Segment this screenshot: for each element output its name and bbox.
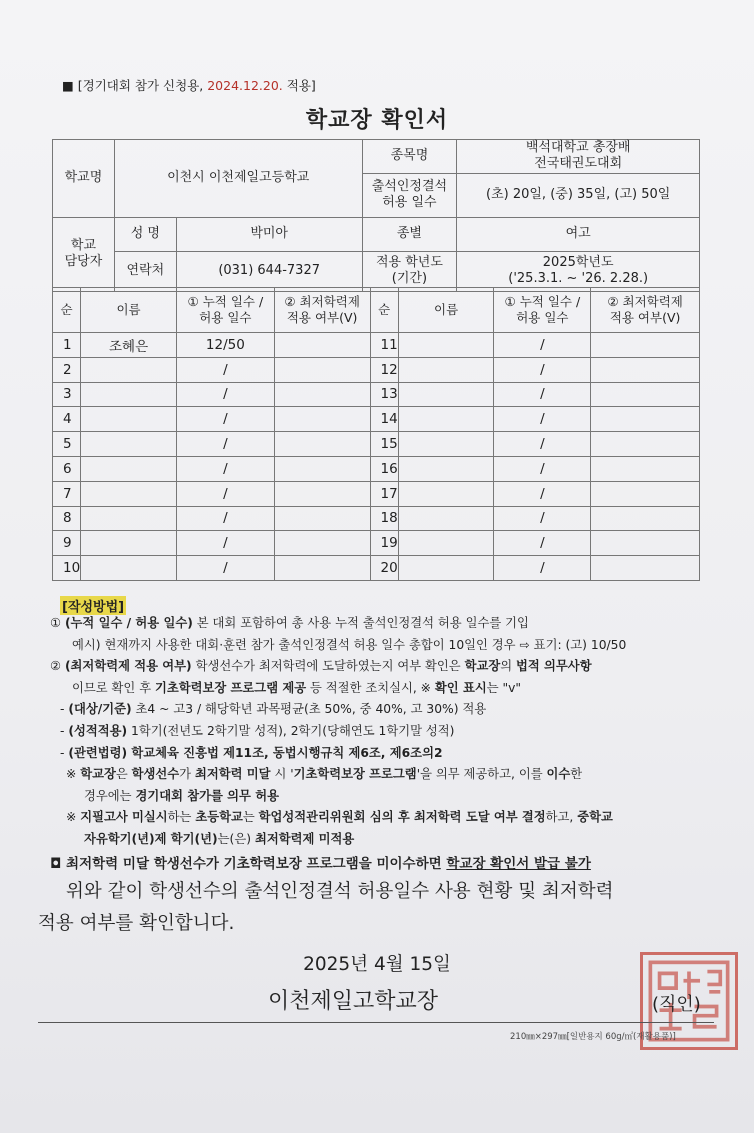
tag-suffix: 적용] (282, 78, 316, 93)
min-academic-check (274, 407, 370, 432)
method-notes (50, 613, 710, 875)
days-used: / (176, 407, 274, 432)
student-name (398, 333, 494, 358)
table-row (53, 382, 700, 407)
star-note-2-l2-text: 는(은) (217, 831, 255, 846)
detail-target-dash: - (60, 702, 69, 717)
col-min-line2: 적용 여부(V) (609, 310, 681, 325)
row-number: 7 (53, 481, 81, 506)
row-number: 3 (53, 382, 81, 407)
table-row (53, 481, 700, 506)
student-name (81, 481, 177, 506)
days-used: / (494, 382, 591, 407)
note-1-title: (누적 일수 / 허용 일수) (64, 616, 193, 630)
row-number: 17 (370, 481, 398, 506)
note-1-marker: ① (50, 616, 65, 630)
days-used: / (176, 432, 274, 457)
star-note-1-marker: ※ (66, 767, 81, 782)
student-name (81, 531, 177, 556)
absence-label-line2: 허용 일수 (382, 195, 437, 210)
confirmation-line2: 적용 여부를 확인합니다. (38, 913, 235, 934)
student-name (81, 432, 177, 457)
school-name-value: 이천시 이천제일고등학교 (114, 140, 362, 218)
issue-date: 2025년 4월 15일 (303, 954, 451, 975)
student-name: 조혜은 (81, 333, 177, 358)
min-academic-check (274, 556, 370, 581)
star-note-1-particle-e: 가 (179, 767, 195, 782)
star-note-2-text-e: 는 (242, 810, 259, 825)
manager-label-line1: 학교 (70, 237, 97, 253)
col-days-line1: ① 누적 일수 / (504, 294, 581, 310)
student-name (398, 531, 494, 556)
star-note-1-line2 (50, 786, 710, 808)
note-2-l2-text-e: 는 "v" (486, 680, 522, 695)
detail-target (50, 699, 710, 721)
note-2-duty: 법적 의무사항 (516, 659, 592, 674)
days-used: / (494, 481, 591, 506)
student-grid (52, 287, 700, 581)
row-number: 20 (370, 556, 398, 581)
star-note-2-committee: 학업성적관리위원회 심의 후 최저학력 도달 여부 결정 (258, 810, 546, 825)
star-note-2-noexam: 지필고사 미실시 (80, 810, 168, 825)
name-value: 박미아 (176, 217, 362, 251)
student-name (398, 481, 494, 506)
col-days-header-2 (494, 288, 591, 333)
min-academic-check (591, 382, 700, 407)
row-number: 14 (370, 407, 398, 432)
note-2-marker: ② (50, 659, 65, 674)
note-2-principal: 학교장 (464, 659, 501, 674)
student-name (398, 382, 494, 407)
col-min-line1: ② 최저학력제 (284, 294, 360, 310)
year-value-line2: ('25.3.1. ~ '26. 2.28.) (508, 271, 649, 286)
table-row (53, 506, 700, 531)
days-used: 12/50 (176, 333, 274, 358)
min-academic-check (274, 382, 370, 407)
detail-grades-title: (성적적용) (68, 723, 128, 738)
table-row (53, 333, 700, 358)
student-name (81, 382, 177, 407)
row-number: 8 (53, 506, 81, 531)
min-academic-check (591, 407, 700, 432)
note-2-text: 학생선수가 최저학력에 도달하였는지 여부 확인은 (191, 659, 465, 674)
year-value-line1: 2025학년도 (542, 254, 614, 270)
note-2-l2-text-c: 등 적절한 조치실시, ※ (306, 680, 435, 695)
table-row (53, 357, 700, 382)
star-note-1-text-g: 시 ' (270, 767, 294, 782)
min-academic-check (274, 333, 370, 358)
absence-value: (초) 20일, (중) 35일, (고) 50일 (457, 173, 700, 217)
row-number: 15 (370, 432, 398, 457)
min-academic-check (591, 432, 700, 457)
gender-value: 여고 (457, 217, 700, 251)
star-note-1-particle-c: 은 (115, 767, 132, 782)
contact-label: 연락처 (114, 251, 176, 291)
min-academic-check (591, 456, 700, 481)
student-name (398, 556, 494, 581)
table-row (53, 432, 700, 457)
row-number: 5 (53, 432, 81, 457)
school-name-label: 학교명 (53, 140, 115, 218)
year-value (457, 251, 700, 291)
days-used: / (176, 556, 274, 581)
row-number: 19 (370, 531, 398, 556)
event-value-line2: 전국태권도대회 (534, 156, 623, 172)
manager-label-line2: 담당자 (64, 254, 103, 269)
note-2-title: (최저학력제 적용 여부) (64, 659, 192, 674)
event-value-line1: 백석대학교 총장배 (525, 140, 631, 155)
row-number: 9 (53, 531, 81, 556)
table-row (53, 556, 700, 581)
min-academic-check (591, 556, 700, 581)
detail-grades-text: 1학기(전년도 2학기말 성적), 2학기(당해연도 1학기말 성적) (127, 723, 455, 738)
days-used: / (494, 556, 591, 581)
event-value (457, 140, 700, 174)
note-1-text: 본 대회 포함하여 총 사용 누적 출석인정결석 허용 일수를 기입 (192, 616, 529, 630)
star-note-1-l2-allow: 경기대회 참가를 의무 허용 (135, 788, 279, 803)
tag-date: 2024.12.20. (207, 78, 283, 93)
days-used: / (494, 357, 591, 382)
col-no-header-2: 순 (370, 288, 398, 333)
year-label (362, 251, 457, 291)
final-warning (50, 854, 710, 876)
col-min-line1: ② 최저학력제 (607, 294, 683, 310)
note-2-particle: 의 (500, 659, 517, 674)
detail-law-dash: - (60, 745, 69, 760)
year-label-line2: (기간) (391, 271, 428, 286)
min-academic-check (274, 481, 370, 506)
star-note-2-text-c: 하는 (167, 810, 196, 825)
days-used: / (176, 531, 274, 556)
seal-label: (직인) (652, 994, 701, 1015)
days-used: / (176, 382, 274, 407)
min-academic-check (591, 531, 700, 556)
col-name-header: 이름 (81, 288, 177, 333)
col-days-line2: 허용 일수 (199, 310, 252, 325)
detail-grades-dash: - (60, 723, 69, 738)
absence-label (362, 173, 457, 217)
event-label: 종목명 (362, 140, 457, 174)
star-note-2-middle: 중학교 (577, 810, 613, 825)
star-note-2-text-g: 하고, (545, 810, 578, 825)
gender-label: 종별 (362, 217, 457, 251)
bottom-divider (38, 1022, 714, 1023)
tag-prefix: ■ [경기대회 참가 신청용, (62, 78, 208, 93)
days-used: / (176, 456, 274, 481)
principal-name: 이천제일고학교장 (268, 989, 439, 1014)
min-academic-check (591, 357, 700, 382)
note-2 (50, 656, 710, 678)
detail-grades (50, 721, 710, 743)
star-note-2-elementary: 초등학교 (195, 810, 243, 825)
row-number: 10 (53, 556, 81, 581)
min-academic-check (591, 481, 700, 506)
name-label: 성 명 (114, 217, 176, 251)
star-note-1-text-i: '을 의무 제공하고, 이를 (416, 767, 547, 782)
col-days-header (176, 288, 274, 333)
min-academic-check (591, 506, 700, 531)
row-number: 16 (370, 456, 398, 481)
star-note-1 (50, 764, 710, 786)
days-used: / (176, 481, 274, 506)
year-label-line1: 적용 학년도 (375, 254, 443, 270)
manager-label (53, 217, 115, 291)
paper-spec-footer: 210㎜×297㎜[일반용지 60g/㎡(재활용품)] (510, 1032, 676, 1042)
student-name (398, 456, 494, 481)
row-number: 1 (53, 333, 81, 358)
min-academic-check (591, 333, 700, 358)
note-1 (50, 613, 710, 635)
note-2-line2 (50, 678, 710, 700)
student-name (81, 506, 177, 531)
detail-target-title: (대상/기준) (68, 702, 132, 717)
min-academic-check (274, 531, 370, 556)
days-used: / (494, 432, 591, 457)
row-number: 18 (370, 506, 398, 531)
row-number: 2 (53, 357, 81, 382)
days-used: / (494, 456, 591, 481)
student-name (81, 456, 177, 481)
star-note-1-below: 최저학력 미달 (194, 767, 271, 782)
contact-value: (031) 644-7327 (176, 251, 362, 291)
min-academic-check (274, 506, 370, 531)
star-note-1-l2-text: 경우에는 (84, 788, 136, 803)
row-number: 12 (370, 357, 398, 382)
star-note-2-l2-free: 자유학기(년)제 학기(년) (84, 831, 218, 846)
student-grid-body (53, 333, 700, 581)
absence-label-line1: 출석인정결석 (371, 178, 448, 194)
days-used: / (494, 531, 591, 556)
info-table (52, 139, 700, 292)
table-row (53, 456, 700, 481)
star-note-2-marker: ※ (66, 810, 81, 825)
detail-target-text: 초4 ~ 고3 / 해당학년 과목평균(초 50%, 중 40%, 고 30%) 적용 (131, 702, 487, 717)
student-name (81, 407, 177, 432)
days-used: / (494, 333, 591, 358)
student-name (398, 407, 494, 432)
min-academic-check (274, 432, 370, 457)
star-note-1-text-k: 한 (570, 767, 583, 782)
note-2-l2-mark: 확인 표시 (434, 680, 487, 695)
col-name-header-2: 이름 (398, 288, 494, 333)
min-academic-check (274, 357, 370, 382)
note-2-l2-text-a: 이므로 확인 후 (72, 680, 155, 695)
col-min-header-2 (591, 288, 700, 333)
days-used: / (494, 407, 591, 432)
confirmation-statement (38, 876, 722, 940)
star-note-2-l2-exempt: 최저학력제 미적용 (254, 831, 355, 846)
table-row (53, 407, 700, 432)
document-title: 학교장 확인서 (305, 108, 449, 133)
star-note-2-line2 (50, 829, 710, 851)
star-note-1-student: 학생선수 (131, 767, 180, 782)
col-days-line1: ① 누적 일수 / (187, 294, 264, 310)
col-days-line2: 허용 일수 (516, 310, 569, 325)
days-used: / (176, 506, 274, 531)
student-name (81, 556, 177, 581)
star-note-1-principal: 학교장 (80, 767, 116, 782)
student-name (398, 432, 494, 457)
days-used: / (176, 357, 274, 382)
student-name (81, 357, 177, 382)
detail-law (50, 743, 710, 765)
col-no-header: 순 (53, 288, 81, 333)
col-min-line2: 적용 여부(V) (286, 310, 358, 325)
row-number: 13 (370, 382, 398, 407)
days-used: / (494, 506, 591, 531)
detail-law-text: (관련법령) 학교체육 진흥법 제11조, 동법시행규칙 제6조, 제6조의2 (68, 745, 443, 760)
student-name (398, 506, 494, 531)
row-number: 4 (53, 407, 81, 432)
final-warning-text: ◘ 최저학력 미달 학생선수가 기초학력보장 프로그램을 미이수하면 (50, 855, 447, 872)
star-note-1-complete: 이수 (546, 767, 571, 782)
note-2-l2-program: 기초학력보장 프로그램 제공 (155, 680, 307, 695)
star-note-2 (50, 807, 710, 829)
row-number: 11 (370, 333, 398, 358)
method-heading: [작성방법] (60, 596, 126, 615)
table-row (53, 531, 700, 556)
student-name (398, 357, 494, 382)
row-number: 6 (53, 456, 81, 481)
note-1-example: 예시) 현재까지 사용한 대회·훈련 참가 출석인정결석 허용 일수 총합이 10일인 경우 ⇨ 표기: (고) 10/50 (72, 637, 627, 652)
final-warning-emphasis: 학교장 확인서 발급 불가 (446, 855, 591, 872)
star-note-1-program: 기초학력보장 프로그램 (293, 767, 417, 782)
col-min-header (274, 288, 370, 333)
confirmation-line1: 위와 같이 학생선수의 출석인정결석 허용일수 사용 현황 및 최저학력 (66, 881, 614, 902)
min-academic-check (274, 456, 370, 481)
form-usage-tag (62, 76, 316, 94)
